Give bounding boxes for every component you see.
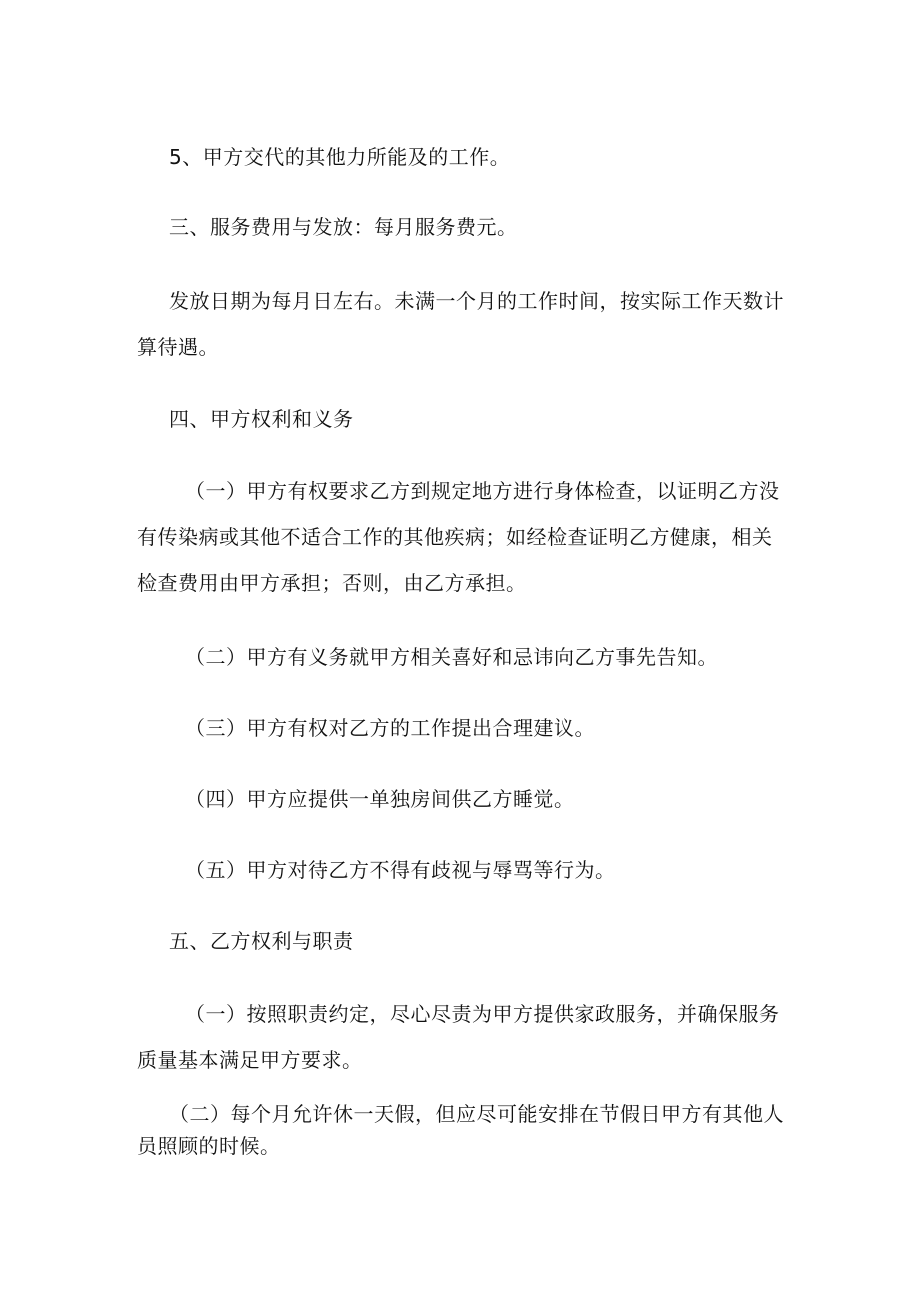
section-heading-service-fee: 三、服务费用与发放：每月服务费元。 (169, 215, 518, 239)
section-heading-party-b-rights: 五、乙方权利与职责 (169, 929, 354, 953)
paragraph-party-b-2: （二）每个月允许休一天假，但应尽可能安排在节假日甲方有其他人员照顾的时候。 (137, 1102, 784, 1158)
paragraph-item-5: 5、甲方交代的其他力所能及的工作。 (169, 145, 511, 169)
paragraph-party-a-5: （五）甲方对待乙方不得有歧视与辱骂等行为。 (185, 858, 616, 882)
paragraph-party-a-1: （一）甲方有权要求乙方到规定地方进行身体检查，以证明乙方没有传染病或其他不适合工作的其他疾病；如经检查证明乙方健康，相关检查费用由甲方承担；否则，由乙方承担。 (137, 479, 780, 595)
paragraph-party-b-1: （一）按照职责约定，尽心尽责为甲方提供家政服务，并确保服务质量基本满足甲方要求。 (137, 1002, 780, 1072)
section-heading-party-a-rights: 四、甲方权利和义务 (169, 407, 354, 431)
paragraph-payment-date: 发放日期为每月日左右。未满一个月的工作时间，按实际工作天数计算待遇。 (137, 289, 784, 359)
paragraph-party-a-4: （四）甲方应提供一单独房间供乙方睡觉。 (185, 787, 575, 811)
paragraph-party-a-3: （三）甲方有权对乙方的工作提出合理建议。 (185, 716, 595, 740)
paragraph-party-a-2: （二）甲方有义务就甲方相关喜好和忌讳向乙方事先告知。 (185, 645, 718, 669)
